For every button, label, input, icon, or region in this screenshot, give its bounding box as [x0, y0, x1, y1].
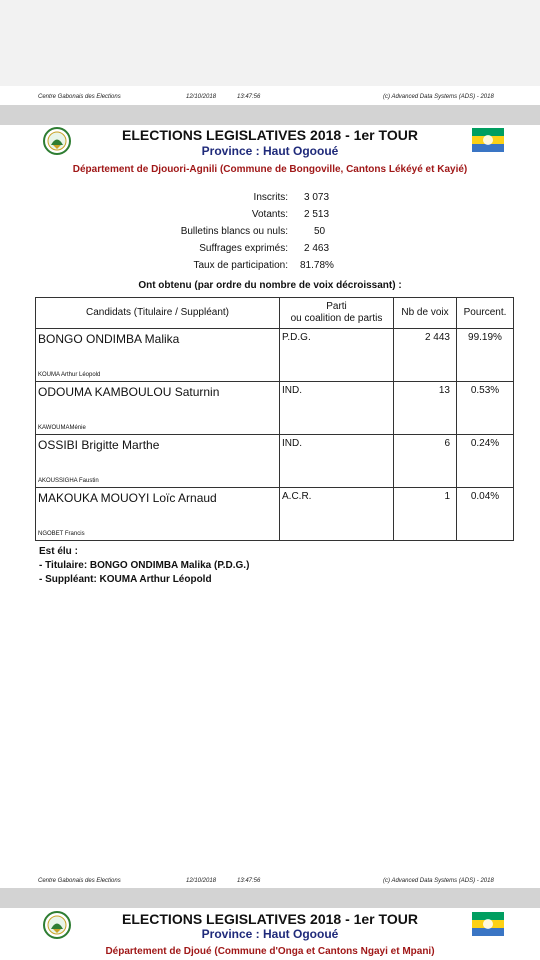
- table-row: [36, 329, 514, 382]
- stat-row: [0, 260, 540, 276]
- party-cell: IND.: [280, 435, 394, 488]
- stat-value: 2 463: [304, 243, 330, 254]
- org-name: Centre Gabonais des Elections: [38, 878, 121, 884]
- stat-label: Suffrages exprimés:: [199, 243, 288, 254]
- header-votes: Nb de voix: [394, 298, 457, 329]
- ranking-heading: Ont obtenu (par ordre du nombre de voix décroissant) :: [138, 280, 402, 291]
- suppleant-name: KAWOUMAMénie: [38, 425, 86, 431]
- table-row: [36, 488, 514, 541]
- department-label: Département de Djoué (Commune d'Onga et Cantons Ngayi et Mpani): [105, 946, 435, 957]
- elected-suppleant: - Suppléant: KOUMA Arthur Léopold: [39, 574, 212, 585]
- header-percent: Pourcent.: [457, 298, 514, 329]
- votes-cell: 2 443: [394, 329, 457, 382]
- header-party-line2: ou coalition de partis: [290, 313, 383, 324]
- header-party: [280, 298, 394, 329]
- titulaire-name: ODOUMA KAMBOULOU Saturnin: [38, 385, 220, 399]
- party-cell: IND.: [280, 382, 394, 435]
- suppleant-name: AKOUSSIGHA Faustin: [38, 478, 99, 484]
- candidate-cell: [36, 488, 280, 541]
- votes-cell: 1: [394, 488, 457, 541]
- suppleant-name: NGOBET Francis: [38, 531, 85, 537]
- header-candidates: Candidats (Titulaire / Suppléant): [36, 298, 280, 329]
- copyright: (c) Advanced Data Systems (ADS) - 2018: [383, 94, 494, 100]
- stat-label: Votants:: [251, 209, 288, 220]
- copyright: (c) Advanced Data Systems (ADS) - 2018: [383, 878, 494, 884]
- header-party-line1: Parti: [326, 301, 347, 312]
- page-separator: [0, 105, 540, 125]
- department-label: Département de Djouori-Agnili (Commune de Bongoville, Cantons Lékéyé et Kayié): [72, 164, 468, 175]
- stat-row: [0, 209, 540, 225]
- stat-row: [0, 226, 540, 242]
- percent-cell: 99.19%: [457, 329, 514, 382]
- elected-block: [39, 545, 249, 587]
- stat-value: 50: [314, 226, 326, 237]
- candidate-cell: [36, 329, 280, 382]
- top-background: [0, 0, 540, 86]
- page-meta-header: [0, 876, 540, 888]
- stat-value: 2 513: [304, 209, 330, 220]
- stat-label: Bulletins blancs ou nuls:: [180, 226, 288, 237]
- elected-titulaire: - Titulaire: BONGO ONDIMBA Malika (P.D.G.): [39, 560, 250, 571]
- elected-heading: Est élu :: [39, 546, 78, 557]
- page-meta-header: [0, 92, 540, 104]
- candidate-cell: [36, 435, 280, 488]
- stat-label: Inscrits:: [253, 192, 288, 203]
- percent-cell: 0.04%: [457, 488, 514, 541]
- stat-row: [0, 243, 540, 259]
- print-date: 12/10/2018: [186, 878, 217, 884]
- stat-label: Taux de participation:: [193, 260, 288, 271]
- page-title: ELECTIONS LEGISLATIVES 2018 - 1er TOUR: [122, 911, 418, 927]
- table-row: [36, 435, 514, 488]
- votes-cell: 6: [394, 435, 457, 488]
- table-header-row: [36, 298, 514, 329]
- titulaire-name: MAKOUKA MOUOYI Loïc Arnaud: [38, 491, 217, 505]
- percent-cell: 0.24%: [457, 435, 514, 488]
- province-label: Province : Haut Ogooué: [201, 927, 339, 941]
- stat-value: 81.78%: [300, 260, 334, 271]
- titulaire-name: BONGO ONDIMBA Malika: [38, 332, 180, 346]
- percent-cell: 0.53%: [457, 382, 514, 435]
- results-table: [35, 297, 514, 541]
- titulaire-name: OSSIBI Brigitte Marthe: [38, 438, 160, 452]
- votes-cell: 13: [394, 382, 457, 435]
- party-cell: P.D.G.: [280, 329, 394, 382]
- suppleant-name: KOUMA Arthur Léopold: [38, 372, 101, 378]
- stat-value: 3 073: [304, 192, 330, 203]
- candidate-cell: [36, 382, 280, 435]
- party-cell: A.C.R.: [280, 488, 394, 541]
- print-time: 13:47:56: [237, 878, 261, 884]
- stat-row: [0, 192, 540, 208]
- print-date: 12/10/2018: [186, 94, 217, 100]
- page-separator: [0, 888, 540, 908]
- org-name: Centre Gabonais des Elections: [38, 94, 121, 100]
- page-title: ELECTIONS LEGISLATIVES 2018 - 1er TOUR: [122, 127, 418, 143]
- print-time: 13:47:56: [237, 94, 261, 100]
- table-row: [36, 382, 514, 435]
- province-label: Province : Haut Ogooué: [201, 144, 339, 158]
